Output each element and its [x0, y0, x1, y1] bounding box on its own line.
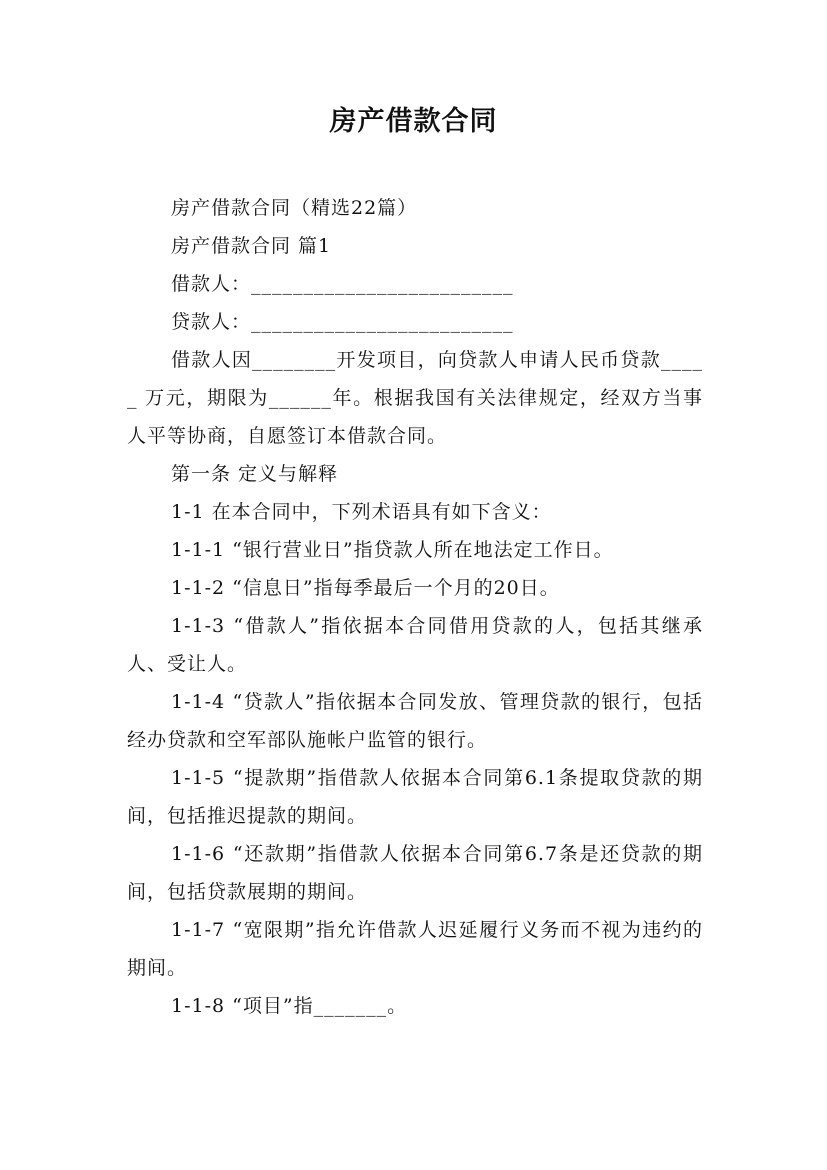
document-body	[127, 189, 703, 1025]
paragraph-clause-1-1-3: 1-1-3 “借款人”指依据本合同借用贷款的人，包括其继承人、受让人。	[127, 615, 703, 675]
paragraph-subtitle: 房产借款合同（精选22篇）	[171, 197, 418, 219]
paragraph-clause-1-1-5: 1-1-5 “提款期”指借款人依据本合同第6.1条提取贷款的期间，包括推迟提款的期间。	[127, 767, 703, 827]
paragraph-preamble: 借款人因________开发项目，向贷款人申请人民币贷款_____ 万元，期限为______年。根据我国有关法律规定，经双方当事人平等协商，自愿签订本借款合同。	[127, 349, 703, 447]
paragraph-lender: 贷款人：_________________________	[171, 311, 514, 333]
paragraph-clause-1-1-1: 1-1-1 “银行营业日”指贷款人所在地法定工作日。	[171, 539, 614, 561]
paragraph-clause-1-1-6: 1-1-6 “还款期”指借款人依据本合同第6.7条是还贷款的期间，包括贷款展期的期间。	[127, 843, 703, 903]
paragraph-clause-1-1: 1-1 在本合同中，下列术语具有如下含义：	[171, 501, 552, 523]
paragraph-borrower: 借款人：_________________________	[171, 273, 514, 295]
paragraph-article-1: 第一条 定义与解释	[171, 463, 339, 485]
document-title: 房产借款合同	[329, 106, 498, 137]
paragraph-clause-1-1-7: 1-1-7 “宽限期”指允许借款人迟延履行义务而不视为违约的期间。	[127, 919, 703, 979]
paragraph-clause-1-1-2: 1-1-2 “信息日”指每季最后一个月的20日。	[171, 577, 560, 599]
paragraph-section-heading: 房产借款合同 篇1	[171, 235, 332, 257]
paragraph-clause-1-1-4: 1-1-4 “贷款人”指依据本合同发放、管理贷款的银行，包括经办贷款和空军部队施帐户监管的银行。	[127, 691, 703, 751]
paragraph-clause-1-1-8: 1-1-8 “项目”指_______。	[171, 995, 408, 1017]
